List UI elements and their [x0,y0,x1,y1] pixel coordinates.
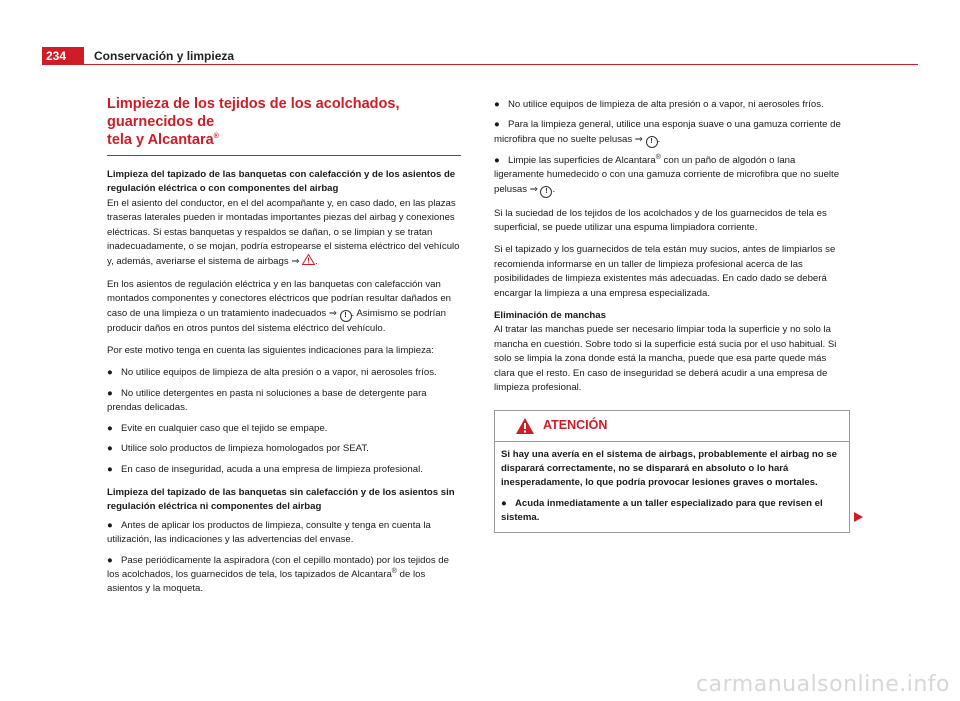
warning-text: Si hay una avería en el sistema de airbags, probablemente el airbag no se disparará correctamente, no se disparará en absoluto o lo hará inesperadamente, lo que podría provocar lesiones graves o mortales. [501,448,837,489]
warning-icon[interactable] [302,254,315,265]
warning-label: ATENCIÓN [543,418,608,433]
list-item: ● Para la limpieza general, utilice una esponja suave o una gamuza corriente de microfibra que no suelte pelusas ⇒ ! . [494,118,846,147]
warning-bullet: ● Acuda inmediatamente a un taller especializado para que revisen el sistema. [501,497,823,524]
list-item: ● Antes de aplicar los productos de limpieza, consulte y tenga en cuenta la utilización, las indicaciones y las advertencias del envase. [107,519,431,546]
subheading-non-heated-seats: Limpieza del tapizado de las banquetas sin calefacción y de los asientos sin regulación eléctrica ni componentes del airbag [107,486,455,513]
paragraph: En los asientos de regulación eléctrica y en las banquetas con calefacción van montados componentes y conectores eléctricos que podrían resultar dañados en caso de una limpieza o un tratamiento inadecuados ⇒ ! . Asimismo se podrían producir daños en otros puntos del sistema eléctrico del vehículo. [107,278,451,334]
right-column [494,98,846,533]
list-item: ● No utilice equipos de limpieza de alta presión o a vapor, ni aerosoles fríos. [107,367,437,379]
section-title [107,95,461,149]
watermark: carmanualsonline.info [696,672,950,697]
chapter-title: Conservación y limpieza [94,49,235,63]
list-item: ● Utilice solo productos de limpieza homologados por SEAT. [107,443,369,455]
notice-icon[interactable]: ! [340,310,352,322]
notice-icon[interactable]: ! [646,136,658,148]
title-rule [107,155,461,156]
left-column [107,92,461,603]
list-item: ● Limpie las superficies de Alcantara® con un paño de algodón o lana ligeramente humedecido o con una gamuza corriente de microfibra que no suelte pelusas ⇒ ! . [494,154,846,198]
page-header [42,47,918,65]
paragraph: Si el tapizado y los guarnecidos de tela están muy sucios, antes de limpiarlos se recomienda informarse en un taller de limpieza profesional acerca de las posibilidades de limpieza existentes más adecuadas. En cado dado se deberá encargar la limpieza a una empresa especializada. [494,244,836,299]
subheading-stains: Eliminación de manchas [494,310,606,322]
paragraph: Si la suciedad de los tejidos de los acolchados y de los guarnecidos de tela es superficial, se puede utilizar una espuma limpiadora corriente. [494,207,827,234]
list-item: ● Evite en cualquier caso que el tejido se empape. [107,422,328,434]
list-item: ● No utilice detergentes en pasta ni soluciones a base de detergente para prendas delicadas. [107,387,427,414]
list-item: ● En caso de inseguridad, acuda a una empresa de limpieza profesional. [107,463,423,475]
warning-header [495,411,849,442]
paragraph: En el asiento del conductor, en el del acompañante y, en caso dado, en las plazas traseras laterales pueden ir montadas importantes piezas del airbag y conexiones eléctricas. Si estas banquetas y respaldos se dañan, o se limpian y se tratan inadecuadamente, o se mojan, podría estropearse el sistema eléctrico del vehículo y, además, averiarse el sistema de airbags ⇒ . [107,197,460,268]
section-title-line2: tela y Alcantara [107,132,214,148]
registered-mark: ® [213,133,219,141]
warning-body [495,442,849,532]
notice-icon[interactable]: ! [540,186,552,198]
continue-arrow-icon[interactable] [854,512,863,522]
header-rule [42,64,918,65]
paragraph: Al tratar las manchas puede ser necesario limpiar toda la superficie y no solo la mancha en cuestión. Sobre todo si la superficie está sucia por el uso habitual. Si solo se limpia la zona donde está la mancha, puede que esa parte quede más clara que el resto. En caso de inseguridad se deberá acudir a una empresa de limpieza profesional. [494,324,837,394]
warning-triangle-icon [515,417,535,435]
paragraph: Por este motivo tenga en cuenta las siguientes indicaciones para la limpieza: [107,345,434,357]
warning-box [494,410,850,533]
section-title-line1: Limpieza de los tejidos de los acolchados, guarnecidos de [107,96,400,130]
list-item: ● No utilice equipos de limpieza de alta presión o a vapor, ni aerosoles fríos. [494,99,824,110]
page-number: 234 [42,47,84,65]
list-item: ● Pase periódicamente la aspiradora (con el cepillo montado) por los tejidos de los acolchados, los guarnecidos de tela, los tapizados de Alcantara® de los asientos y la moqueta. [107,554,449,595]
subheading-heated-seats: Limpieza del tapizado de las banquetas con calefacción y de los asientos de regulación eléctrica o con componentes del airbag [107,169,456,195]
